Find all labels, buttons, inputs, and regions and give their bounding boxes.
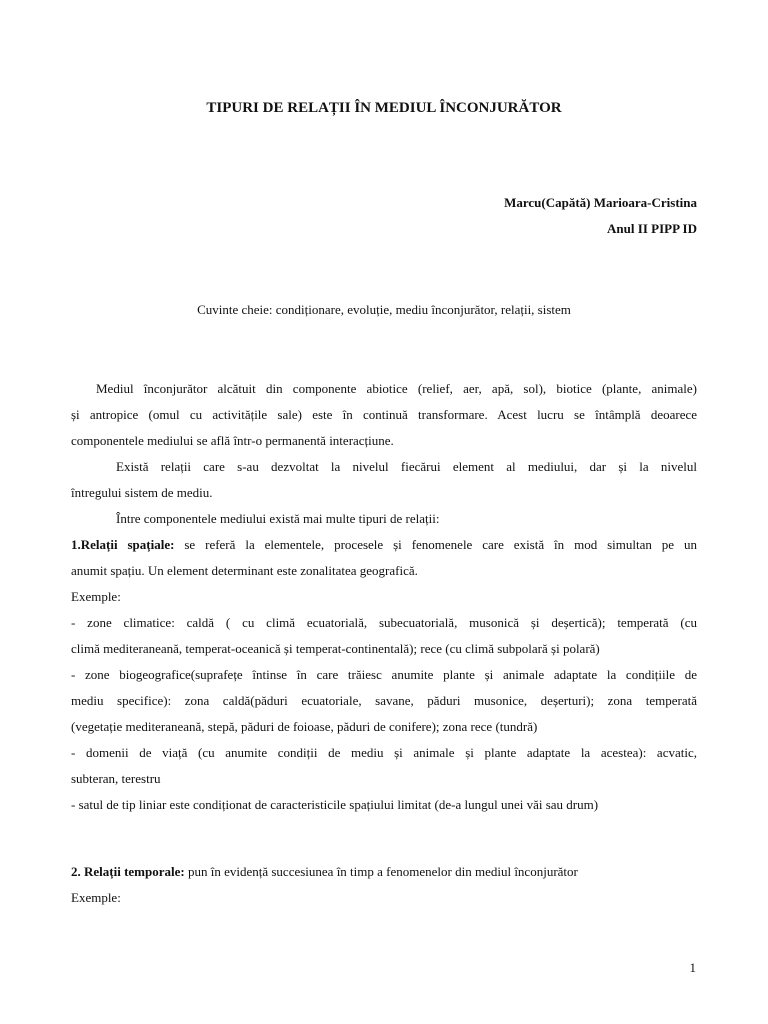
section-heading-temporal: 2. Relații temporale:: [71, 864, 185, 879]
paragraph-line: întregului sistem de mediu.: [71, 485, 213, 500]
list-item-line: climă mediteraneană, temperat-oceanică și temperat-continentală); rece (cu climă subpolară și polară): [71, 641, 600, 656]
list-item-line: - zone climatice: caldă ( cu climă ecuatorială, subecuatorială, musonică și deșertică); temperată (cu: [71, 615, 697, 630]
section-heading-line: [71, 859, 697, 885]
paragraph-line: componentele mediului se află într-o permanentă interacțiune.: [71, 433, 394, 448]
paragraph-line: și antropice (omul cu activitățile sale) este în continuă transformare. Acest lucru se întâmplă deoarece: [71, 407, 697, 422]
document-body: [71, 376, 697, 818]
list-item-line: - zone biogeografice(suprafețe întinse în care trăiesc anumite plante și animale adaptate la condițiile de: [71, 667, 697, 682]
section-text: pun în evidență succesiunea în timp a fenomenelor din mediul înconjurător: [187, 864, 578, 879]
paragraph-line: Există relații care s-au dezvoltat la nivelul fiecărui element al mediului, dar și la nivelul: [116, 459, 697, 474]
paragraph-line: anumit spațiu. Un element determinant este zonalitatea geografică.: [71, 563, 418, 578]
examples-label: Exemple:: [71, 890, 121, 905]
list-item-line: subteran, terestru: [71, 771, 161, 786]
examples-label: Exemple:: [71, 589, 121, 604]
section-temporal: [71, 859, 697, 911]
list-item-line: - satul de tip liniar este condiționat de caracteristicile spațiului limitat (de-a lungul unei văi sau drum): [71, 797, 599, 812]
paragraph-line: Între componentele mediului există mai multe tipuri de relații:: [116, 511, 440, 526]
list-item-line: mediu specifice): zona caldă(păduri ecuatoriale, savane, păduri musonice, deșerturi); zona temperată: [71, 693, 697, 708]
keywords-line: Cuvinte cheie: condiționare, evoluție, mediu înconjurător, relații, sistem: [197, 302, 571, 317]
document-title: TIPURI DE RELAȚII ÎN MEDIUL ÎNCONJURĂTOR: [206, 100, 562, 116]
author-name: Marcu(Capătă) Marioara-Cristina: [504, 195, 697, 210]
section-heading-line: [71, 532, 697, 558]
page-number: 1: [689, 960, 696, 975]
paragraph-line: Mediul înconjurător alcătuit din componente abiotice (relief, aer, apă, sol), biotice (plante, animale): [96, 381, 697, 396]
list-item-line: - domenii de viață (cu anumite condiții de mediu și animale și plante adaptate la acestea): acvatic,: [71, 745, 697, 760]
section-heading-spatial: 1.Relații spațiale:: [71, 537, 175, 552]
list-item-line: (vegetație mediteraneană, stepă, păduri de foioase, păduri de conifere); zona rece (tundră): [71, 719, 538, 734]
author-year: Anul II PIPP ID: [607, 221, 697, 236]
section-text: se referă la elementele, procesele și fenomenele care există în mod simultan pe un: [184, 537, 697, 552]
